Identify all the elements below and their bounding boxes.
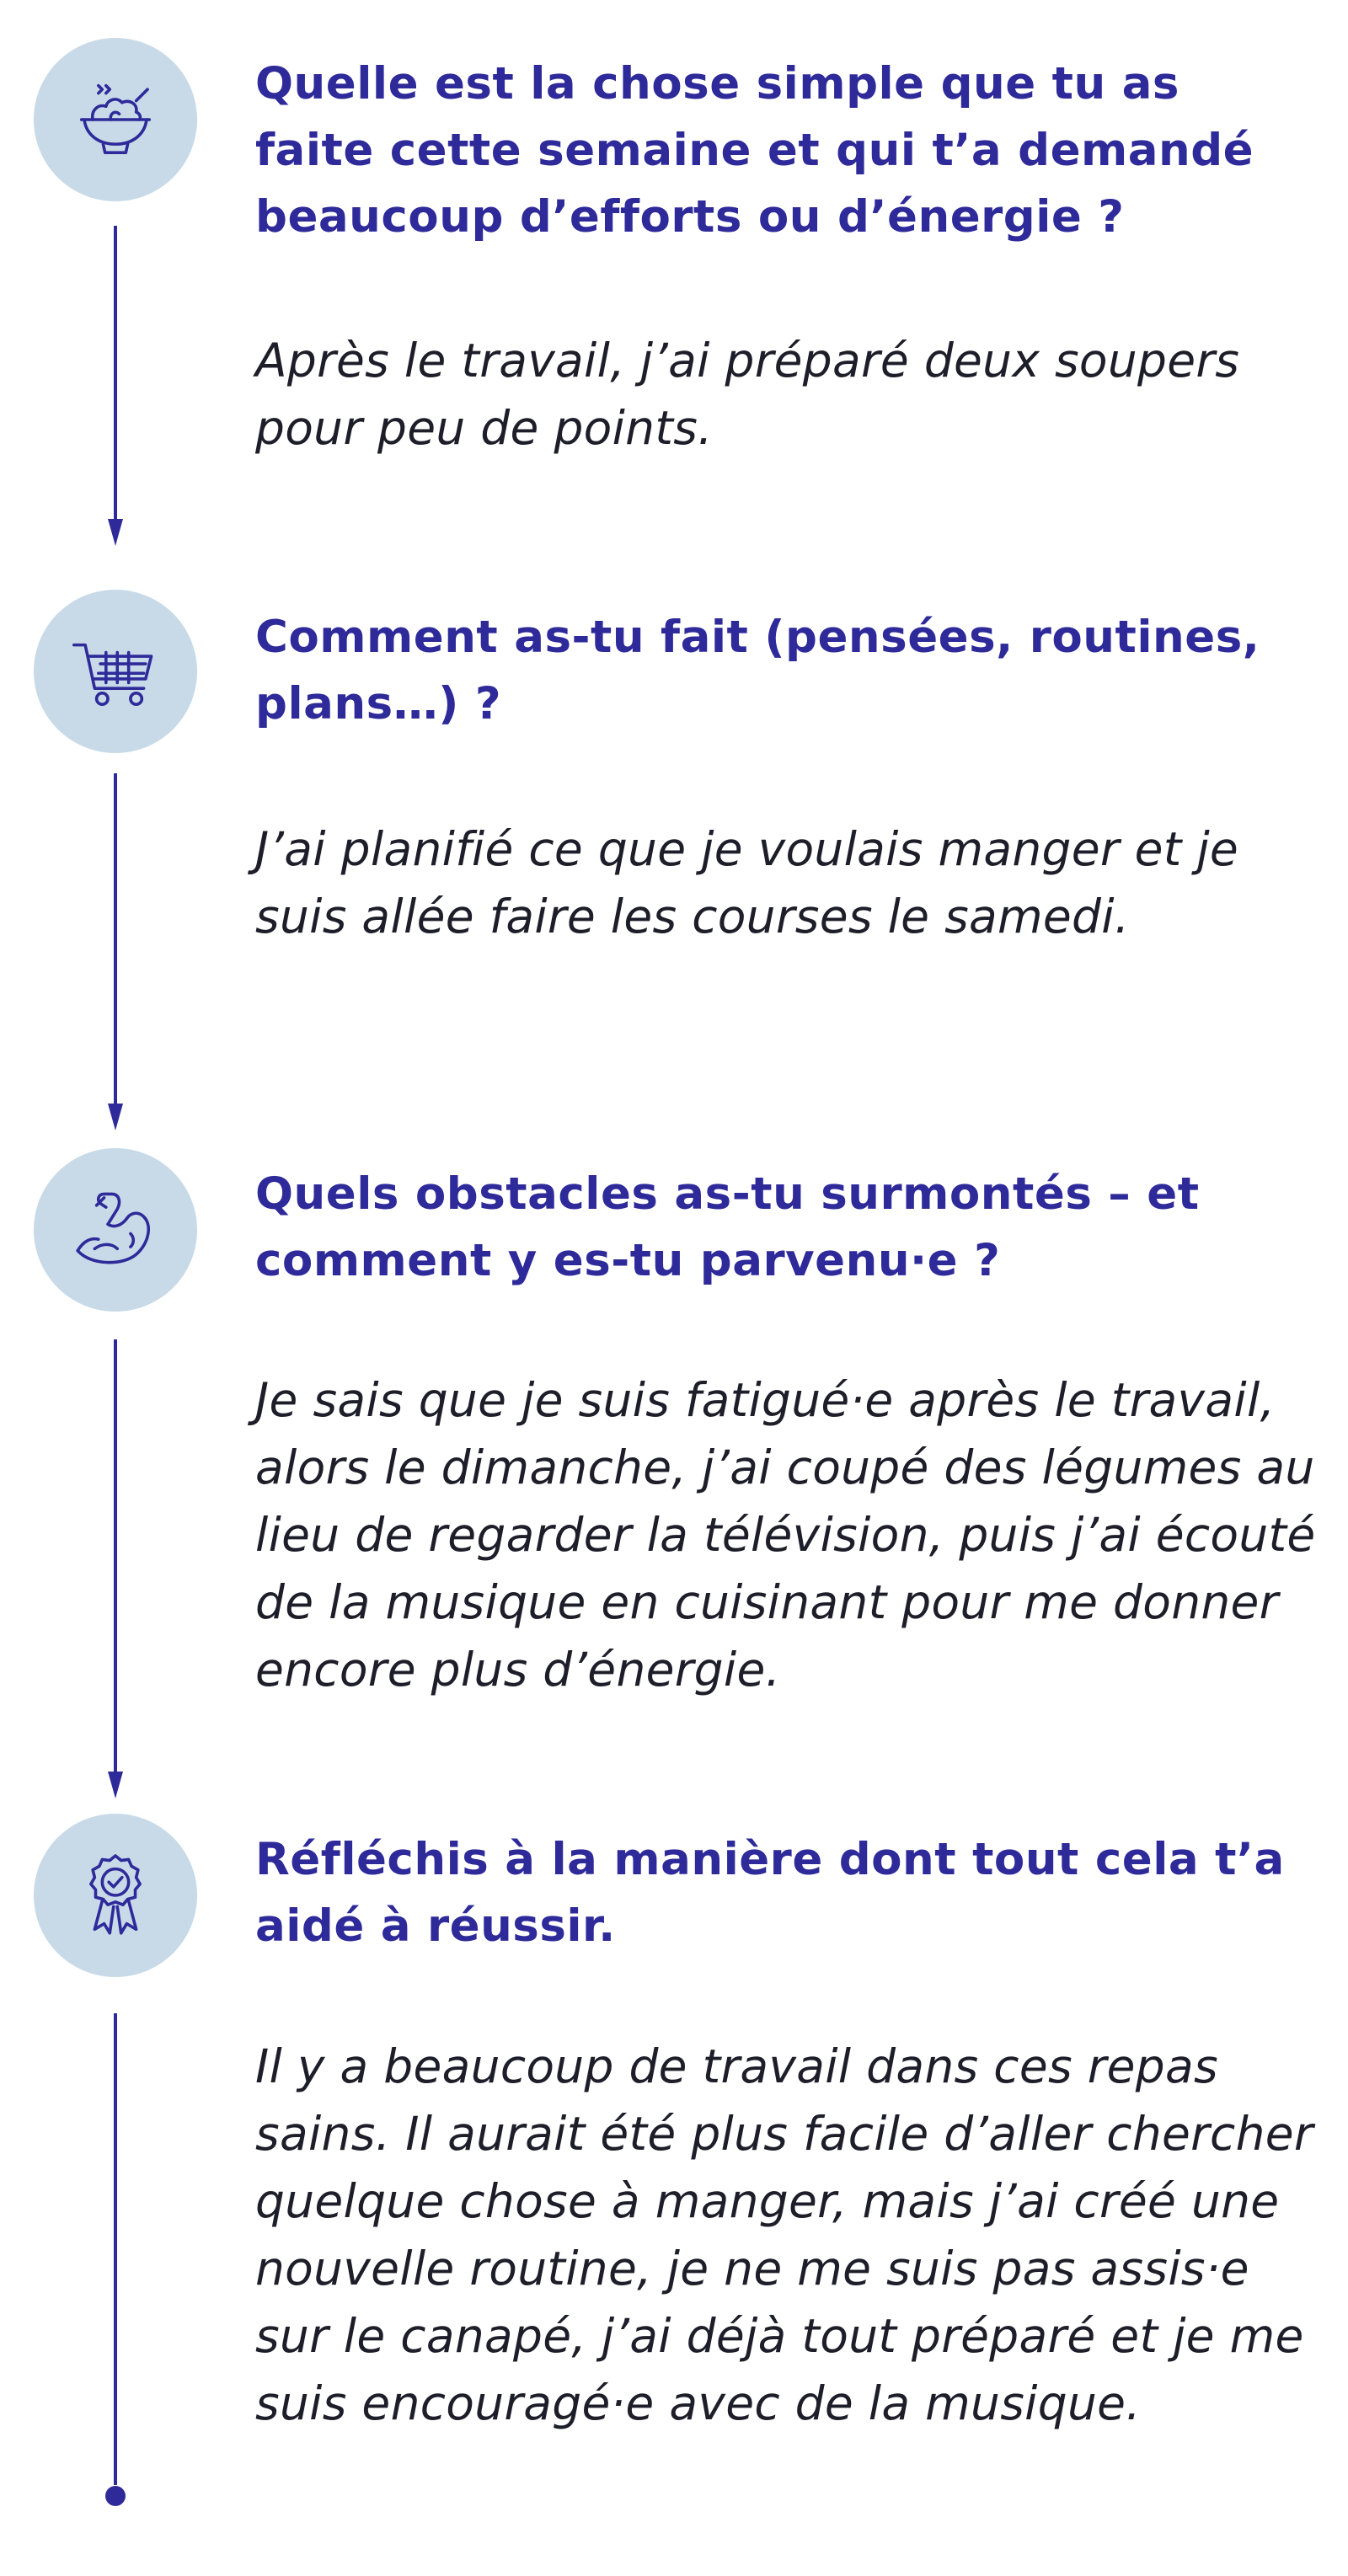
- bowl-salad-icon: [68, 72, 163, 167]
- step-1-icon-circle: [34, 38, 197, 201]
- step-2-question: Comment as-tu fait (pensées, routines, plans…) ?: [255, 612, 1260, 730]
- flexed-arm-icon: [68, 1183, 163, 1277]
- timeline-end-dot: [105, 2486, 126, 2506]
- step-2-answer: J’ai planifié ce que je voulais manger et je suis allée faire les courses le samedi.: [255, 822, 1239, 943]
- step-4-answer: Il y a beaucoup de travail dans ces repas sains. Il aurait été plus facile d’aller chercher quelque chose à manger, mais j’ai créé une nouvelle routine, je ne me suis pas assis·e sur le canapé, j’ai déjà tout préparé et je me suis encouragé·e avec de la musique.: [255, 2039, 1313, 2430]
- step-1-answer: Après le travail, j’ai préparé deux soupers pour peu de points.: [255, 334, 1240, 455]
- connector-arrowhead-2: [108, 1104, 123, 1130]
- step-4-question: Réfléchis à la manière dont tout cela t’a aidé à réussir.: [255, 1834, 1285, 1952]
- step-4-icon-circle: [34, 1814, 197, 1977]
- step-3-question: Quels obstacles as-tu surmontés – et comment y es-tu parvenu·e ?: [255, 1168, 1200, 1286]
- connector-arrowhead-1: [108, 519, 123, 546]
- step-1-question: Quelle est la chose simple que tu as faite cette semaine et qui t’a demandé beaucoup d’efforts ou d’énergie ?: [255, 58, 1254, 243]
- shopping-cart-icon: [68, 624, 163, 719]
- award-badge-icon: [68, 1848, 163, 1943]
- step-2-icon-circle: [34, 590, 197, 753]
- connector-arrowhead-3: [108, 1772, 123, 1798]
- step-3-answer: Je sais que je suis fatigué·e après le travail, alors le dimanche, j’ai coupé des légumes au lieu de regarder la télévision, puis j’ai écouté de la musique en cuisinant pour me donner encore plus d’énergie.: [255, 1373, 1316, 1697]
- step-3-icon-circle: [34, 1148, 197, 1312]
